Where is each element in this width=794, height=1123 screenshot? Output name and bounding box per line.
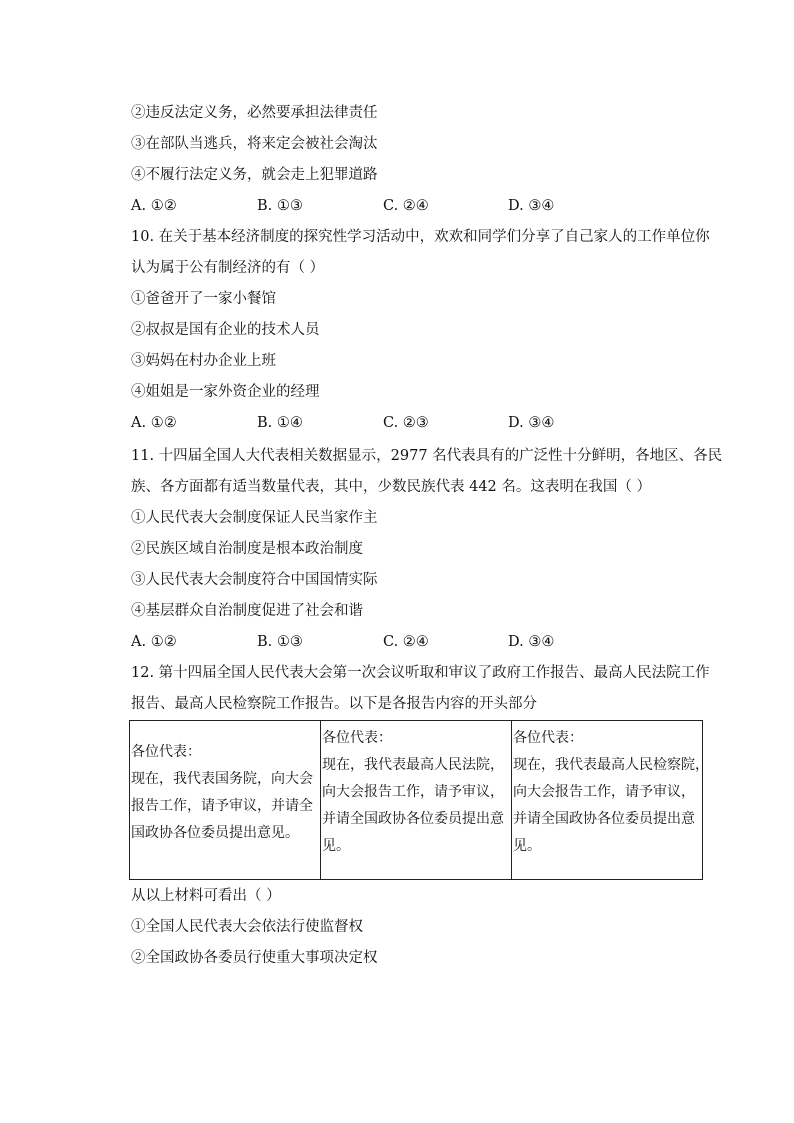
q11-stem-line1: 11. 十四届全国人大代表相关数据显示，2977 名代表具有的广泛性十分鲜明，各地区、各民 xyxy=(131,448,723,464)
q11-option-d[interactable]: D. ③④ xyxy=(508,634,555,650)
cell-line: 报告工作，请予审议，并请全 xyxy=(131,798,313,814)
q11-stem-line2: 族、各方面都有适当数量代表，其中，少数民族代表 442 名。这表明在我国（ ） xyxy=(131,479,652,495)
q12-stem-line1: 12. 第十四届全国人民代表大会第一次会议听取和审议了政府工作报告、最高人民法院工作 xyxy=(131,665,710,681)
cell-line: 见。 xyxy=(322,838,350,854)
q10-stem-line2: 认为属于公有制经济的有（ ） xyxy=(131,260,325,276)
cell-line: 并请全国政协各位委员提出意 xyxy=(322,811,504,827)
q11-item-1: ①人民代表大会制度保证人民当家作主 xyxy=(131,510,378,526)
q9-item-4: ④不履行法定义务，就会走上犯罪道路 xyxy=(131,167,378,183)
q12-stem-line2: 报告、最高人民检察院工作报告。以下是各报告内容的开头部分 xyxy=(131,696,537,712)
q9-item-2: ②违反法定义务，必然要承担法律责任 xyxy=(131,105,378,121)
cell-line: 并请全国政协各位委员提出意 xyxy=(513,811,695,827)
q10-options xyxy=(131,413,671,433)
q12-item-1: ①全国人民代表大会依法行使监督权 xyxy=(131,919,363,935)
q12-item-2: ②全国政协各委员行使重大事项决定权 xyxy=(131,950,378,966)
government-report-cell xyxy=(130,721,321,880)
q11-option-a[interactable]: A. ①② xyxy=(131,634,177,650)
cell-line: 向大会报告工作，请予审议， xyxy=(513,784,695,800)
report-openings-table xyxy=(129,720,709,880)
cell-line: 各位代表： xyxy=(513,730,583,746)
cell-line: 各位代表： xyxy=(131,744,201,760)
q10-option-c[interactable]: C. ②③ xyxy=(383,415,429,431)
cell-line: 现在，我代表最高人民法院， xyxy=(322,757,504,773)
q9-option-a[interactable]: A. ①② xyxy=(131,198,177,214)
q10-option-d[interactable]: D. ③④ xyxy=(508,415,555,431)
q9-option-c[interactable]: C. ②④ xyxy=(383,198,429,214)
cell-line: 见。 xyxy=(513,838,541,854)
q12-question: 从以上材料可看出（ ） xyxy=(131,888,281,904)
cell-line: 向大会报告工作，请予审议， xyxy=(322,784,504,800)
q10-item-3: ③妈妈在村办企业上班 xyxy=(131,353,276,369)
cell-line: 各位代表： xyxy=(322,730,392,746)
q10-item-1: ①爸爸开了一家小餐馆 xyxy=(131,291,276,307)
q9-option-d[interactable]: D. ③④ xyxy=(508,198,555,214)
q10-item-2: ②叔叔是国有企业的技术人员 xyxy=(131,322,320,338)
q10-stem-line1: 10. 在关于基本经济制度的探究性学习活动中，欢欢和同学们分享了自己家人的工作单位你 xyxy=(131,229,710,245)
q11-item-2: ②民族区域自治制度是根本政治制度 xyxy=(131,541,363,557)
q11-item-3: ③人民代表大会制度符合中国国情实际 xyxy=(131,572,378,588)
cell-line: 现在，我代表最高人民检察院， xyxy=(513,757,709,773)
q11-options xyxy=(131,632,671,652)
q10-option-b[interactable]: B. ①④ xyxy=(257,415,303,431)
q10-option-a[interactable]: A. ①② xyxy=(131,415,177,431)
q9-options xyxy=(131,196,671,216)
table-row xyxy=(130,721,703,880)
procuratorate-report-cell xyxy=(512,721,709,880)
q10-item-4: ④姐姐是一家外资企业的经理 xyxy=(131,384,320,400)
q9-option-b[interactable]: B. ①③ xyxy=(257,198,303,214)
q9-item-3: ③在部队当逃兵，将来定会被社会淘汰 xyxy=(131,136,378,152)
court-report-cell xyxy=(321,721,512,880)
q11-option-b[interactable]: B. ①③ xyxy=(257,634,303,650)
cell-line: 现在，我代表国务院，向大会 xyxy=(131,771,313,787)
q11-item-4: ④基层群众自治制度促进了社会和谐 xyxy=(131,603,363,619)
q11-option-c[interactable]: C. ②④ xyxy=(383,634,429,650)
cell-line: 国政协各位委员提出意见。 xyxy=(131,825,299,841)
